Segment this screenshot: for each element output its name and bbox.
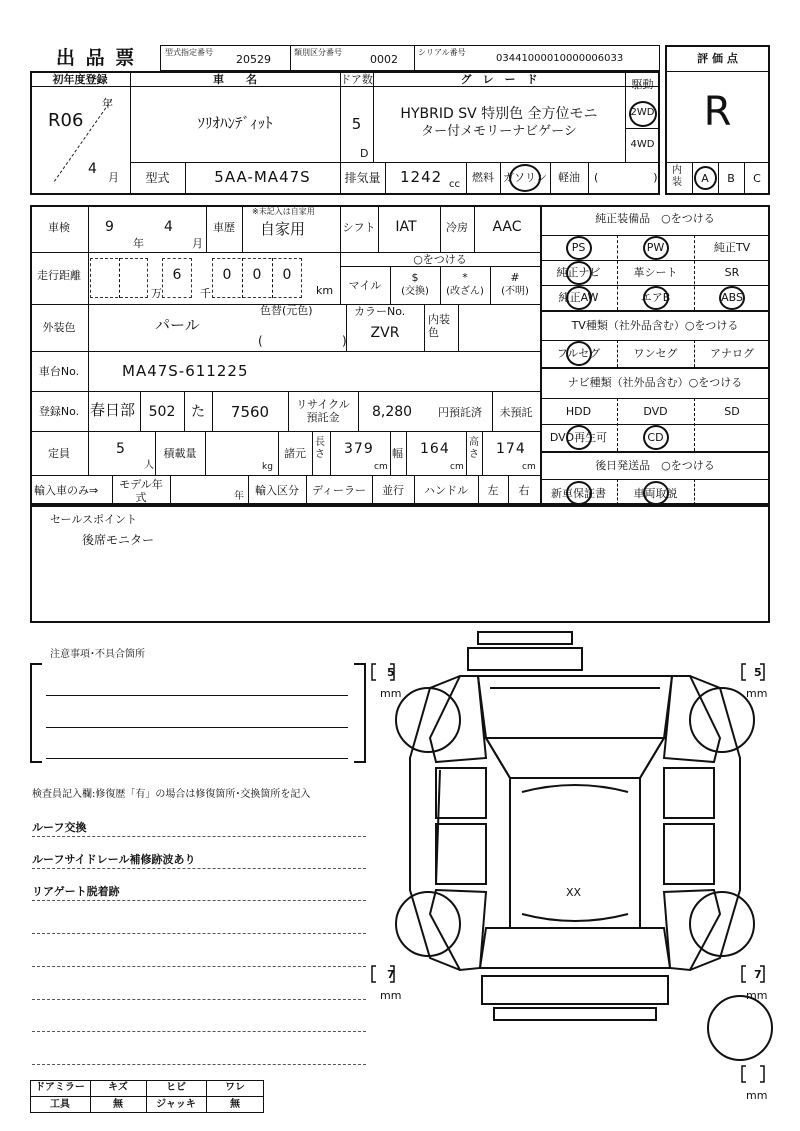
length-cm: cm — [374, 462, 388, 472]
handle-label: ハンドル — [424, 484, 468, 497]
displacement-label: 排気量 — [344, 171, 381, 185]
shift: IAT — [395, 219, 417, 235]
navi-dvd-play-circle — [566, 425, 592, 450]
navi-cd-circle — [643, 425, 669, 450]
history: 自家用 — [260, 220, 306, 238]
interior-color-label: 内装色 — [428, 313, 450, 339]
cc-unit: cc — [449, 179, 460, 190]
swap-label: (交換) — [401, 286, 429, 297]
import-type-label: 輸入区分 — [255, 484, 299, 497]
interior-b: B — [727, 172, 735, 185]
month-unit: 月 — [108, 171, 119, 184]
chassis-label: 車台No. — [38, 365, 80, 378]
reg-kana: た — [191, 404, 205, 420]
caution-label: 注意事項･不具合箇所 — [50, 649, 145, 660]
note-line-3: リアゲート脱着跡 — [32, 885, 120, 898]
later-manual: 車両取説 — [633, 487, 678, 500]
unknown-label: (不明) — [501, 286, 529, 297]
length: 379 — [344, 441, 374, 457]
first-reg-year: R06 — [48, 110, 84, 131]
history-note: ※未記入は自家用 — [252, 207, 315, 216]
equip-sr: SR — [724, 266, 740, 279]
equip-pw-circle — [643, 236, 669, 260]
tamper-symbol: * — [462, 271, 468, 284]
man-unit: 万 — [151, 287, 162, 300]
tread-front-right: 5 — [754, 666, 762, 679]
legend-h2: ヒビ — [166, 1082, 186, 1093]
shaken-month: 4 — [164, 219, 173, 235]
class-no: 0002 — [370, 53, 398, 66]
ac: AAC — [492, 219, 522, 235]
tread-front-right-unit: mm — [746, 687, 768, 700]
height: 174 — [496, 441, 526, 457]
navi-sd: SD — [724, 405, 740, 418]
car-body-diagram — [370, 628, 800, 1098]
grade-name-label: グ レ ー ド — [460, 73, 538, 86]
mileage-digit: 0 — [222, 267, 232, 283]
mileage-digit: 6 — [172, 267, 182, 283]
parallel-option: 並行 — [382, 484, 404, 497]
fuel-label: 燃料 — [472, 171, 494, 184]
drive-label: 駆動 — [631, 78, 654, 91]
drive-2wd: 2WD — [630, 107, 655, 118]
mile-label: マイル — [348, 279, 382, 292]
shaken-label: 車検 — [48, 221, 70, 234]
sales-point-label: セールスポイント — [50, 513, 138, 526]
legend-r0: 工具 — [50, 1099, 70, 1110]
recycle-status: 円預託済 — [438, 406, 482, 419]
model: 5AA-MA47S — [214, 168, 311, 186]
equip-abs-circle — [719, 286, 745, 310]
ac-label: 冷房 — [446, 221, 468, 234]
chassis-no: MA47S-611225 — [122, 362, 249, 380]
color-no: ZVR — [370, 325, 400, 341]
recycle-label: リサイクル預託金 — [296, 398, 350, 424]
kg-unit: kg — [262, 462, 273, 472]
legend-h0: ドアミラー — [35, 1082, 85, 1093]
history-label: 車歴 — [213, 221, 235, 234]
sales-point-box — [30, 505, 770, 623]
equip-abs: ABS — [721, 291, 743, 304]
sen-unit: 千 — [200, 287, 211, 300]
shaken-year-unit: 年 — [133, 237, 144, 250]
navi-cd: CD — [647, 431, 664, 444]
grade-name-line1: HYBRID SV 特別色 全方位モニ — [400, 106, 598, 122]
exterior-label: 外装色 — [42, 321, 76, 334]
legend-h3: ワレ — [225, 1082, 245, 1093]
serial-label: シリアル番号 — [418, 48, 466, 57]
dims-label: 諸元 — [284, 447, 306, 460]
tv-oneseg: ワンセグ — [633, 347, 678, 360]
fuel-gasoline-circle — [509, 164, 541, 192]
equip-aw: 純正AW — [558, 291, 599, 304]
color-change-bracket-l: ( — [258, 334, 263, 348]
interior-a: A — [701, 172, 709, 185]
later-warranty-circle — [566, 481, 592, 505]
color-no-label: カラーNo. — [354, 305, 406, 318]
tread-front-left-unit: mm — [380, 687, 402, 700]
height-cm: cm — [522, 462, 536, 472]
legend-r3: 無 — [230, 1099, 240, 1110]
page-title: 出 品 票 — [56, 47, 137, 69]
handle-left: 左 — [487, 484, 499, 497]
tread-rear-right: 7 — [754, 968, 762, 981]
reg-area: 春日部 — [90, 401, 136, 419]
interior-a-circle — [694, 166, 717, 190]
displacement: 1242 — [400, 168, 443, 186]
tv-fullseg: フルセグ — [556, 347, 601, 360]
capacity-label: 定員 — [48, 447, 70, 460]
import-label: 輸入車のみ⇒ — [34, 484, 99, 497]
type-no: 20529 — [236, 53, 271, 66]
reg-label: 登録No. — [38, 405, 80, 418]
tv-title: TV種類（社外品含む）○をつける — [571, 319, 739, 332]
equip-airbag-circle — [643, 286, 669, 310]
equip-navi-circle — [566, 261, 592, 285]
tamper-label: (改ざん) — [446, 286, 484, 297]
circle-note: ○をつける — [413, 253, 467, 266]
model-year-label: モデル年式 — [119, 478, 163, 504]
equip-aw-circle — [566, 286, 592, 310]
later-warranty: 新車保証書 — [551, 487, 606, 500]
dealer-option: ディーラー — [311, 484, 367, 497]
tread-rear-left-unit: mm — [380, 989, 402, 1002]
legend-r1: 無 — [113, 1099, 123, 1110]
load-label: 積載量 — [163, 447, 197, 460]
color-change-label: 色替(元色) — [260, 304, 313, 317]
first-reg-month: 4 — [88, 161, 97, 177]
door-type: D — [360, 147, 369, 160]
equip-airbag: エアB — [640, 291, 671, 304]
first-reg-label: 初年度登録 — [52, 73, 108, 86]
swap-symbol: $ — [411, 271, 419, 284]
note-line-2: ルーフサイドレール補修跡波あり — [32, 853, 196, 866]
drive-4wd: 4WD — [630, 139, 655, 150]
sales-point-text: 後席モニター — [82, 533, 155, 547]
type-no-label: 型式指定番号 — [165, 48, 213, 57]
later-manual-circle — [643, 481, 669, 505]
tread-front-left: 5 — [387, 666, 395, 679]
serial-no: 03441000010000006033 — [496, 53, 624, 64]
reg-number: 7560 — [230, 403, 270, 421]
equip-ps: PS — [571, 241, 586, 254]
equip-tv: 純正TV — [713, 241, 751, 254]
shaken-year: 9 — [105, 219, 114, 235]
color-change-bracket-r: ) — [342, 334, 347, 348]
interior-c: C — [753, 172, 761, 185]
mileage-label: 走行距離 — [37, 269, 81, 282]
height-label: 高さ — [469, 437, 479, 460]
width-cm: cm — [450, 462, 464, 472]
navi-dvd-play: DVD再生可 — [549, 431, 608, 444]
km-unit: km — [316, 284, 334, 297]
class-no-label: 類別区分番号 — [294, 48, 342, 57]
fuel-gasoline: ガソリン — [503, 171, 547, 184]
navi-title: ナビ種類（社外品含む）○をつける — [567, 376, 743, 389]
legend-r2: ジャッキ — [156, 1099, 196, 1110]
diagram-mark: XX — [566, 886, 582, 899]
car-name: ｿﾘｵﾊﾝﾃﾞｨｯﾄ — [197, 114, 273, 132]
equip-ps-circle — [566, 236, 592, 260]
equip-navi: 純正ナビ — [556, 266, 601, 279]
shaken-month-unit: 月 — [192, 237, 203, 250]
fuel-diesel: 軽油 — [558, 171, 580, 184]
recycle-unpaid: 未預託 — [499, 406, 533, 419]
doors: 5 — [351, 115, 362, 133]
grade-label: 評 価 点 — [697, 52, 738, 65]
interior-label: 内装 — [672, 165, 682, 188]
legend-h1: キズ — [108, 1082, 128, 1093]
grade-name-line2: ター付メモリーナビゲーシ — [421, 124, 577, 139]
width-label: 幅 — [392, 447, 403, 460]
person-unit: 人 — [144, 460, 154, 471]
tv-analog: アナログ — [710, 347, 754, 360]
width: 164 — [420, 441, 450, 457]
shift-label: シフト — [342, 221, 376, 234]
model-label: 型式 — [145, 171, 170, 185]
car-name-label: 車 名 — [213, 73, 257, 86]
later-title: 後日発送品 ○をつける — [595, 459, 715, 472]
tv-fullseg-circle — [566, 341, 592, 366]
equipment-title: 純正装備品 ○をつける — [595, 212, 715, 225]
grade-score: R — [703, 89, 732, 135]
exterior-color: パール — [155, 316, 200, 334]
length-label: 長さ — [315, 437, 325, 460]
caution-bracket — [30, 663, 366, 763]
capacity: 5 — [116, 441, 125, 457]
handle-right: 右 — [518, 484, 530, 497]
recycle-amount: 8,280 — [372, 404, 413, 420]
tread-rear-left: 7 — [387, 968, 395, 981]
mileage-digit: 0 — [282, 267, 292, 283]
inspector-label: 検査員記入欄:修復歴「有」の場合は修復箇所･交換箇所を記入 — [32, 789, 311, 800]
mileage-digit: 0 — [252, 267, 262, 283]
doors-label: ドア数 — [340, 73, 373, 86]
note-line-1: ルーフ交換 — [32, 821, 87, 834]
navi-hdd: HDD — [565, 405, 592, 418]
model-year-unit: 年 — [234, 491, 244, 502]
unknown-symbol: # — [510, 271, 520, 284]
drive-2wd-circle — [629, 101, 657, 127]
navi-dvd: DVD — [643, 405, 668, 418]
fuel-other: ( ) — [594, 171, 658, 184]
reg-class: 502 — [148, 404, 176, 420]
equip-leather: 革シート — [633, 266, 678, 279]
tread-spare-unit: mm — [746, 1089, 768, 1102]
tread-rear-right-unit: mm — [746, 989, 768, 1002]
equip-pw: PW — [646, 241, 665, 254]
year-unit: 年 — [102, 97, 113, 110]
